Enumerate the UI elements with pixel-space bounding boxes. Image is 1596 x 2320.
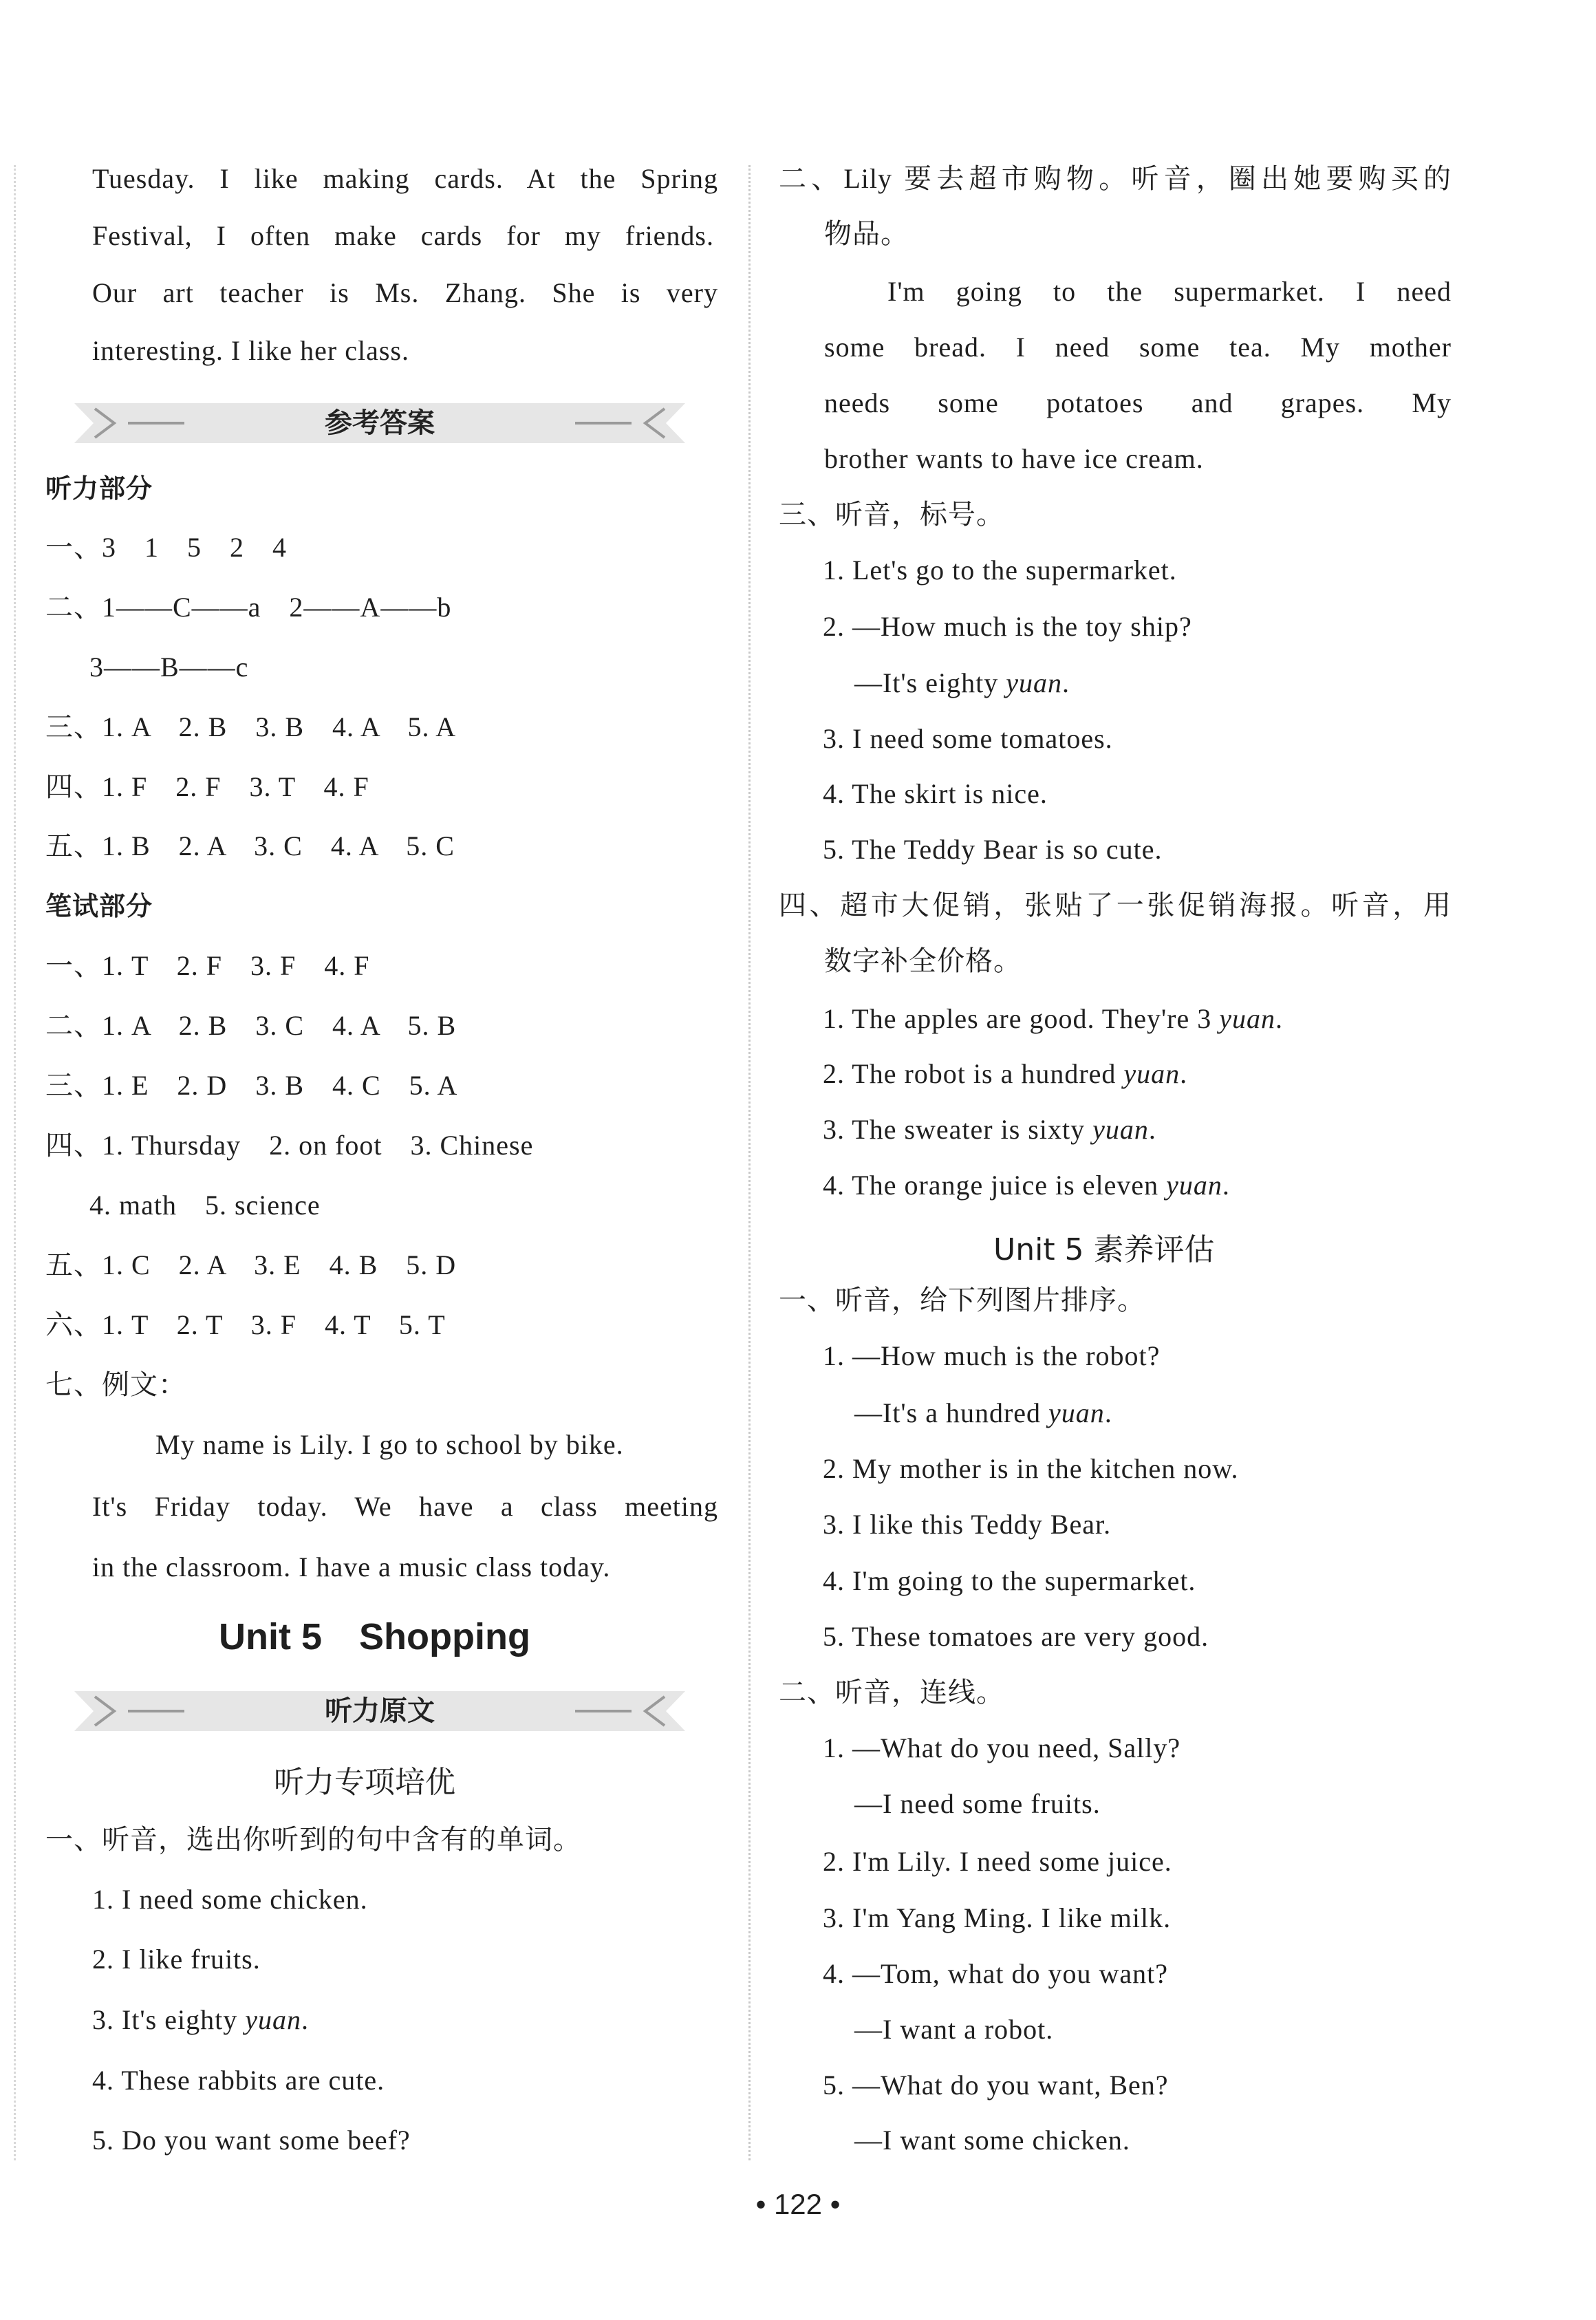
listening-answer-4: 四、1. F 2. F 3. T 4. F xyxy=(45,771,369,802)
eval-title: Unit 5 素养评估 xyxy=(993,1232,1215,1267)
left-margin-guide xyxy=(14,165,16,2160)
q3-item-2: 2. —How much is the toy ship? xyxy=(823,611,1192,642)
e1-item-5: 5. These tomatoes are very good. xyxy=(823,1621,1209,1652)
sample-line-1: My name is Lily. I go to school by bike. xyxy=(155,1429,624,1460)
passage-line-2: Festival, I often make cards for my friends. xyxy=(92,220,714,251)
q2-passage-3: needs some potatoes and grapes. My xyxy=(824,387,1452,418)
period: . xyxy=(1222,1170,1230,1201)
e1-item-2: 2. My mother is in the kitchen now. xyxy=(823,1453,1239,1484)
yuan-word: yuan xyxy=(1048,1397,1105,1428)
period: . xyxy=(1180,1058,1188,1089)
q3-item-2b xyxy=(854,665,1070,701)
listening-answer-2b: 3——B——c xyxy=(89,652,249,683)
q4-item-2 xyxy=(823,1056,1187,1092)
q3-item-4: 4. The skirt is nice. xyxy=(823,778,1048,809)
q1-item-4: 4. These rabbits are cute. xyxy=(92,2065,385,2096)
e1-item-4: 4. I'm going to the supermarket. xyxy=(823,1565,1196,1596)
e2-instruction: 二、听音，连线。 xyxy=(779,1677,1004,1708)
page-number: • 122 • xyxy=(755,2188,841,2220)
writing-answer-5: 五、1. C 2. A 3. E 4. B 5. D xyxy=(45,1249,457,1280)
answers-banner-title: 参考答案 xyxy=(325,407,435,439)
writing-answer-6: 六、1. T 2. T 3. F 4. T 5. T xyxy=(45,1309,446,1340)
passage-line-3: Our art teacher is Ms. Zhang. She is very xyxy=(92,277,718,308)
e2-item-4b: —I want a robot. xyxy=(854,2014,1054,2045)
period: . xyxy=(1061,667,1070,698)
q2-instruction-a: 二、Lily 要去超市购物。听音，圈出她要购买的 xyxy=(779,163,1452,194)
unit-title: Unit 5 Shopping xyxy=(219,1616,530,1657)
q4-item-3 xyxy=(823,1112,1156,1148)
e1-item-1: 1. —How much is the robot? xyxy=(823,1340,1161,1371)
script-banner xyxy=(74,1686,685,1737)
period: . xyxy=(1148,1114,1156,1145)
writing-answer-1: 一、1. T 2. F 3. F 4. F xyxy=(45,950,370,981)
e2-item-2: 2. I'm Lily. I need some juice. xyxy=(823,1846,1172,1877)
e2-item-5b: —I want some chicken. xyxy=(854,2125,1130,2156)
q4-item-4-text: 4. The orange juice is eleven xyxy=(823,1170,1167,1201)
e2-item-4: 4. —Tom, what do you want? xyxy=(823,1958,1169,1989)
q4-item-1-text: 1. The apples are good. They're 3 xyxy=(823,1003,1220,1034)
q3-item-3: 3. I need some tomatoes. xyxy=(823,723,1113,754)
column-divider xyxy=(748,165,751,2160)
yuan-word: yuan xyxy=(1166,1170,1222,1201)
writing-answer-3: 三、1. E 2. D 3. B 4. C 5. A xyxy=(45,1070,458,1101)
q3-instruction: 三、听音，标号。 xyxy=(779,499,1004,530)
sample-line-2: It's Friday today. We have a class meeting xyxy=(92,1491,718,1522)
q4-instruction-a: 四、超市大促销，张贴了一张促销海报。听音，用 xyxy=(779,890,1452,921)
answers-banner xyxy=(74,398,685,449)
writing-answer-7: 七、例文： xyxy=(45,1369,186,1400)
e2-item-5: 5. —What do you want, Ben? xyxy=(823,2070,1169,2101)
period: . xyxy=(1275,1003,1283,1034)
listening-answer-5: 五、1. B 2. A 3. C 4. A 5. C xyxy=(45,830,455,861)
yuan-word: yuan xyxy=(1092,1114,1149,1145)
q2-passage-2: some bread. I need some tea. My mother xyxy=(824,332,1452,363)
listening-answer-1: 一、3 1 5 2 4 xyxy=(45,532,287,563)
listening-answer-2: 二、1——C——a 2——A——b xyxy=(45,592,452,623)
passage-line-1: Tuesday. I like making cards. At the Spring xyxy=(92,163,718,194)
period: . xyxy=(301,2004,309,2035)
q4-item-4 xyxy=(823,1168,1230,1203)
writing-answer-4: 四、1. Thursday 2. on foot 3. Chinese xyxy=(45,1130,534,1161)
q1-instruction: 一、听音，选出你听到的句中含有的单词。 xyxy=(45,1824,581,1855)
q3-item-2b-text: —It's eighty xyxy=(854,667,1006,698)
q2-passage-1: I'm going to the supermarket. I need xyxy=(887,276,1452,307)
e2-item-3: 3. I'm Yang Ming. I like milk. xyxy=(823,1902,1172,1933)
q4-instruction-b: 数字补全价格。 xyxy=(824,945,1022,976)
q1-item-3 xyxy=(92,2002,309,2038)
e1-item-1b xyxy=(854,1395,1112,1431)
q2-instruction-b: 物品。 xyxy=(824,218,909,249)
q4-item-2-text: 2. The robot is a hundred xyxy=(823,1058,1124,1089)
e2-item-1b: —I need some fruits. xyxy=(854,1788,1101,1819)
writing-answer-4b: 4. math 5. science xyxy=(89,1190,321,1221)
q1-item-3-text: 3. It's eighty xyxy=(92,2004,246,2035)
listening-answer-3: 三、1. A 2. B 3. B 4. A 5. A xyxy=(45,711,457,742)
q3-item-1: 1. Let's go to the supermarket. xyxy=(823,555,1177,586)
passage-line-4: interesting. I like her class. xyxy=(92,335,409,366)
e2-item-1: 1. —What do you need, Sally? xyxy=(823,1732,1181,1763)
q1-item-2: 2. I like fruits. xyxy=(92,1944,261,1975)
q3-item-5: 5. The Teddy Bear is so cute. xyxy=(823,834,1163,865)
e1-item-1b-text: —It's a hundred xyxy=(854,1397,1049,1428)
section-title: 听力专项培优 xyxy=(274,1765,455,1800)
listening-part-heading: 听力部分 xyxy=(45,473,153,504)
script-banner-title: 听力原文 xyxy=(325,1695,435,1727)
q1-item-5: 5. Do you want some beef? xyxy=(92,2125,411,2156)
yuan-word: yuan xyxy=(245,2004,301,2035)
sample-line-3: in the classroom. I have a music class today. xyxy=(92,1551,611,1582)
q4-item-1 xyxy=(823,1001,1283,1037)
writing-part-heading: 笔试部分 xyxy=(45,891,153,921)
period: . xyxy=(1104,1397,1112,1428)
q2-passage-4: brother wants to have ice cream. xyxy=(824,443,1204,474)
e1-item-3: 3. I like this Teddy Bear. xyxy=(823,1509,1112,1540)
writing-answer-2: 二、1. A 2. B 3. C 4. A 5. B xyxy=(45,1010,457,1041)
e1-instruction: 一、听音，给下列图片排序。 xyxy=(779,1285,1145,1315)
q1-item-1: 1. I need some chicken. xyxy=(92,1884,368,1915)
yuan-word: yuan xyxy=(1219,1003,1275,1034)
yuan-word: yuan xyxy=(1123,1058,1180,1089)
q4-item-3-text: 3. The sweater is sixty xyxy=(823,1114,1093,1145)
yuan-word: yuan xyxy=(1006,667,1062,698)
